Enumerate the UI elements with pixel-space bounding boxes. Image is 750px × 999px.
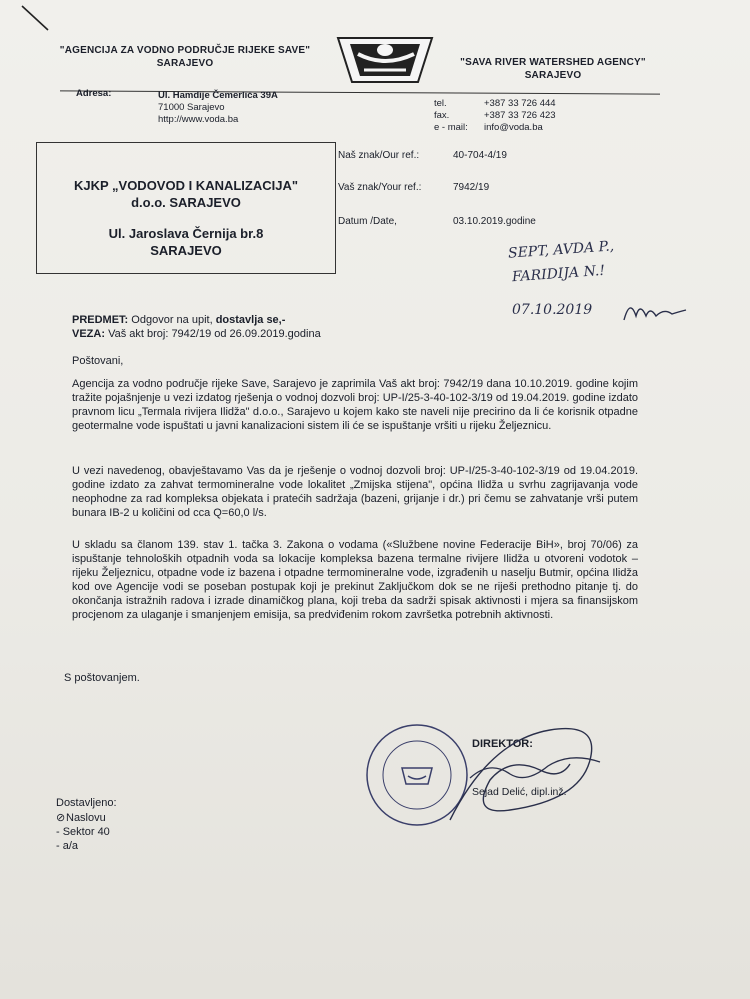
list-item: - Sektor 40 [56,826,110,838]
recipient-box: KJKP „VODOVOD I KANALIZACIJA" d.o.o. SARAJEVO Ul. Jaroslava Černija br.8 SARAJEVO [36,142,336,274]
your-ref-label: Vaš znak/Your ref.: [338,182,422,193]
our-ref-value: 40-704-4/19 [453,150,507,161]
director-signature-icon [430,700,630,840]
pen-mark-icon [0,0,80,40]
paragraph-3: U skladu sa članom 139. stav 1. tačka 3. Zakona o vodama («Službene novine Federacije BiH», broj 70/06) za ispuštanje tehnoloških otpadnih voda sa lokacije kompleksa bazena termalne rivijere Ilidža u otvoreni vodotok – rijeku Željeznicu, otpadne vode iz bazena i otpadne termomineralne vode, izgrađenih u naselju Butmir, općina Ilidža kod ove Agencije vodi se poseban postupak koji je prekinut Zaključkom dok se ne riješi prethodno pitanje tj. do okončanja istražnih radova i izrade dinamičkog plana, koji treba da sadrži spisak aktivnosti i mjera sa finansijskom procjenom za ulaganje i smanjenjem emisija, sa predviđenim rokom završetka potrebnih aktivnosti. [72,539,638,621]
agency-name-local: "AGENCIJA ZA VODNO PODRUČJE RIJEKE SAVE" SARAJEVO [59,45,311,69]
header-divider [60,90,660,94]
agency-name-english: "SAVA RIVER WATERSHED AGENCY" SARAJEVO [460,57,646,81]
contact-labels: tel. fax. e - mail: [434,98,468,133]
address-block: Ul. Hamdije Čemerlića 39A 71000 Sarajevo http://www.voda.ba [158,90,278,125]
director-title: DIREKTOR: [472,738,533,750]
paragraph-2: U vezi navedenog, obavještavamo Vas da je rješenje o vodnoj dozvoli broj: UP-I/25-3-40-102-3/19 od 19.04.2019. godine izdato za zahvat termomineralne vode lokalitet „Zmijska stijena", općina Ilidža u svrhu zagrijavanja vode neophodne za rad kompleksa objekata i pratećih sadržaja (bazeni, grijanje i dr.) pri čemu se zahvatanje vrši putem bunara IB-2 u količini od cca Q=60,0 l/s. [72,465,638,519]
reference-line: VEZA: Vaš akt broj: 7942/19 od 26.09.2019.godina [72,328,321,340]
closing: S poštovanjem. [64,672,140,684]
contact-values [484,98,556,134]
fax-number: +387 33 726 423 [484,110,556,121]
subject-line: PREDMET: Odgovor na upit, dostavlja se,- [72,314,286,326]
our-ref-label: Naš znak/Our ref.: [338,150,420,161]
distribution-list [56,811,110,853]
greeting: Poštovani, [72,355,124,367]
agency-logo-icon [330,32,440,90]
handwritten-date: 07.10.2019 [512,302,593,318]
distribution-label: Dostavljeno: [56,797,117,809]
initials-signature-icon [620,296,690,326]
handwritten-note-2: FARIDIJA N.! [511,262,606,286]
list-item: ⊘Naslovu [56,812,106,824]
date-label: Datum /Date, [338,216,397,227]
recipient-name: KJKP „VODOVOD I KANALIZACIJA" [73,178,299,193]
date-value: 03.10.2019.godine [453,216,536,227]
phone-number: +387 33 726 444 [484,98,556,109]
paragraph-1: Agencija za vodno područje rijeke Save, Sarajevo je zaprimila Vaš akt broj: 7942/19 dana 10.10.2019. godine kojim tražite pojašnjenje u vezi izdatog rješenja o vodnoj dozvoli broj: UP-I/25-3-40-102-3/19 od 19.04.2019. godine izdato pravnom licu „Termala rivijera Ilidža" d.o.o., Sarajevo u kojem kako ste naveli nije precirino da li će korisnik otpadne geotermalne vode ispuštati u javni kanalizacioni sistem ili će se ispuštanje vršiti u rijeku Željeznicu. [72,378,638,432]
your-ref-value: 7942/19 [453,182,490,193]
recipient-street: Ul. Jaroslava Černija br.8 [108,226,264,241]
email-address: info@voda.ba [484,122,543,133]
list-item: - a/a [56,840,79,852]
handwritten-note: SEPT, AVDA P., [507,238,615,262]
address-label: Adresa: [76,88,112,99]
director-name: Sejad Delić, dipl.inž. [472,786,567,798]
